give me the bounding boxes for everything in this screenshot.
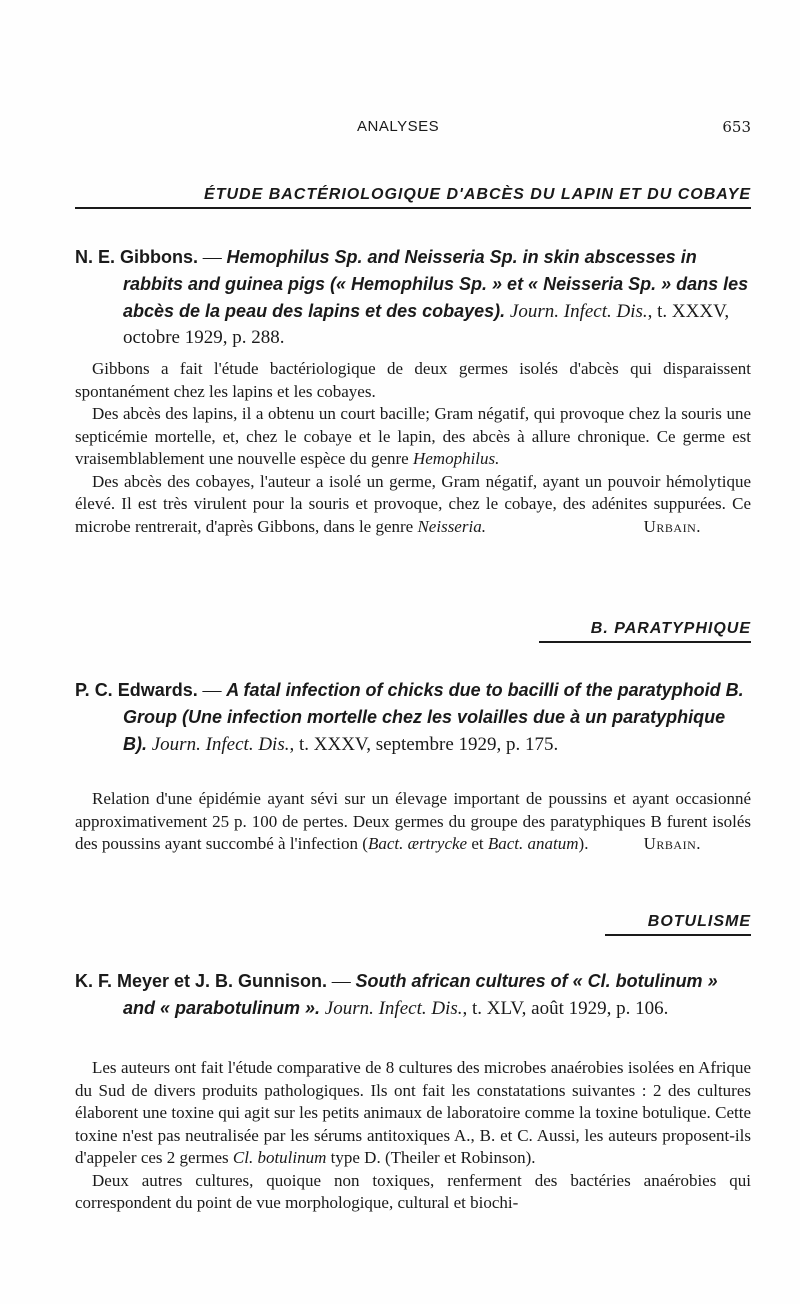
paragraph-text: et: [467, 834, 488, 853]
reference-title: A fatal infection of chicks due to bacilli of the paratyphoid B. Group (Une infection mortelle chez les volailles due à un paratyphique B).: [123, 680, 744, 754]
reference-2: [75, 677, 751, 758]
paragraph-text: type D. (Theiler et Robinson).: [330, 1148, 536, 1167]
reference-journal: Journ. Infect. Dis.: [324, 998, 463, 1019]
signature: Urbain.: [643, 516, 701, 536]
reference-title: South african cultures of « Cl. botulinum » and « parabotulinum ».: [123, 971, 718, 1018]
paragraph: [75, 471, 751, 539]
paragraph-text: Des abcès des lapins, il a obtenu un court bacille; Gram négatif, qui provoque chez la souris une septicémie mortelle, et, chez le cobaye et le lapin, des abcès à allure chronique. Ce germe est vraisemblablement une nouvelle espèce du genre: [75, 404, 751, 468]
section-title-2: B. PARATYPHIQUE: [590, 620, 751, 637]
reference-dash: —: [327, 971, 356, 992]
genus-name: Hemophilus.: [412, 449, 500, 468]
section-title-3: BOTULISME: [647, 913, 751, 930]
reference-citation: , t. XLV, août 1929, p. 106.: [462, 998, 669, 1019]
reference-author: N. E. Gibbons.: [75, 247, 199, 267]
running-title: ANALYSES: [357, 118, 440, 135]
genus-name: Neisseria.: [417, 516, 486, 536]
species-name: Bact. ærtrycke: [367, 834, 468, 853]
paragraph: [75, 1057, 751, 1170]
paragraph-text: Relation d'une épidémie ayant sévi sur un élevage important de poussins et ayant occasionné approximativement 25 p. 100 de pertes. Deux germes du groupe des paratyphiques B furent isolés des poussins ayant succombé à l'infection: [75, 789, 751, 853]
paragraph-text: Des abcès des cobayes, l'auteur a isolé un germe, Gram négatif, ayant un pouvoir hémolytique élevé. Il est très virulent pour la souris et provoque, chez le cobaye, des adénites suppurées. Ce microbe rentrerait, d'après Gibbons, dans le genre: [75, 471, 751, 536]
paragraph: [75, 788, 751, 856]
reference-journal: Journ. Infect. Dis.: [151, 734, 290, 755]
abstract-3: [75, 1057, 751, 1215]
reference-author: P. C. Edwards.: [75, 680, 198, 700]
species-name: Bact. anatum: [487, 834, 579, 853]
reference-dash: —: [197, 680, 227, 701]
paragraph: Deux autres cultures, quoique non toxiques, renferment des bactéries anaérobies qui correspondent du point de vue morphologique, cultural et biochi-: [75, 1170, 751, 1212]
reference-journal: Journ. Infect. Dis.: [509, 301, 648, 322]
reference-1: [75, 244, 751, 351]
paragraph-text: Les auteurs ont fait l'étude comparative de 8 cultures des microbes anaérobies isolées en Afrique du Sud de divers produits pathologiques. Ils ont fait les constatations suivantes : 2 des cultures élaborent une toxine qui agit sur les petits animaux de laboratoire comme la toxine botulique. Cette toxine n'est pas neutralisée par les sérums antitoxiques A., B. et C. Aussi, les auteurs proposent-ils d'appeler ces 2 germes: [75, 1058, 751, 1167]
paragraph: [75, 403, 751, 471]
section-title-1: ÉTUDE BACTÉRIOLOGIQUE D'ABCÈS DU LAPIN ET DU COBAYE: [204, 186, 751, 203]
page-number: 653: [722, 118, 751, 136]
abstract-1: [75, 358, 751, 538]
section-rule-2: [539, 641, 751, 643]
reference-author: K. F. Meyer et J. B. Gunnison.: [75, 971, 328, 991]
running-head: [75, 118, 751, 142]
paragraph-text: ).: [578, 834, 589, 853]
reference-citation: , t. XXXV, octobre 1929, p. 288.: [123, 301, 730, 348]
paragraph-text: (: [358, 834, 368, 853]
abstract-2: [75, 788, 751, 856]
reference-dash: —: [198, 247, 227, 268]
species-name: Cl. botulinum: [232, 1148, 327, 1167]
signature: Urbain.: [643, 834, 701, 853]
reference-3: [75, 968, 751, 1022]
section-rule-3: [605, 934, 751, 936]
reference-title: Hemophilus Sp. and Neisseria Sp. in skin abscesses in rabbits and guinea pigs (« Hemophilus Sp. » et « Neisseria Sp. » dans les abcès de la peau des lapins et des cobayes).: [123, 247, 749, 321]
paragraph: Gibbons a fait l'étude bactériologique de deux germes isolés d'abcès qui disparaissent spontanément chez les lapins et les cobayes.: [75, 359, 751, 401]
section-rule-1: [75, 207, 751, 209]
reference-citation: , t. XXXV, septembre 1929, p. 175.: [289, 734, 559, 755]
